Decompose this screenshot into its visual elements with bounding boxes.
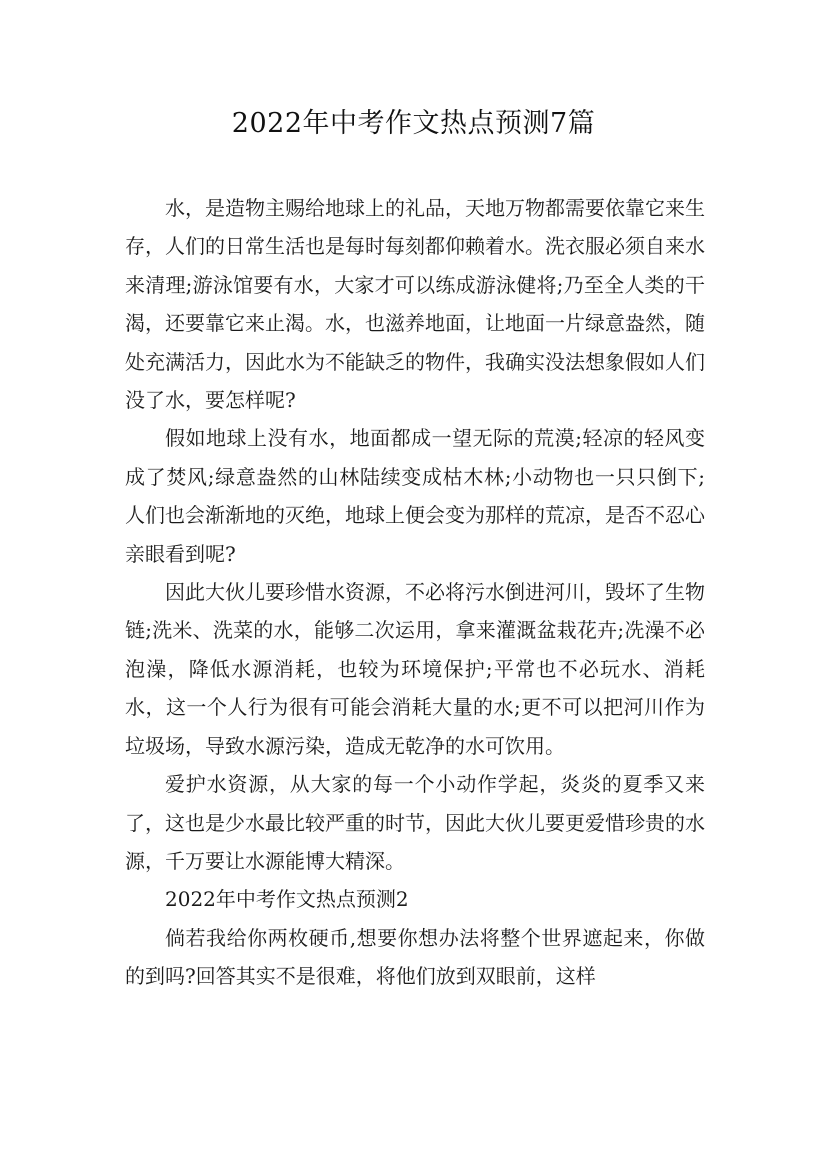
- paragraph-2: 假如地球上没有水，地面都成一望无际的荒漠;轻凉的轻风变成了焚风;绿意盎然的山林陆续变成枯木林;小动物也一只只倒下;人们也会渐渐地的灭绝，地球上便会变为那样的荒凉，是否不忍心亲眼看到呢?: [125, 426, 705, 566]
- document-body: [125, 189, 705, 996]
- paragraph-5: 倘若我给你两枚硬币,想要你想办法将整个世界遮起来，你做的到吗?回答其实不是很难，将他们放到双眼前，这样: [125, 925, 705, 989]
- paragraph-4: 爱护水资源，从大家的每一个小动作学起，炎炎的夏季又来了，这也是少水最比较严重的时节，因此大伙儿要更爱惜珍贵的水源，千万要让水源能博大精深。: [125, 772, 705, 873]
- paragraph-3: 因此大伙儿要珍惜水资源，不必将污水倒进河川，毁坏了生物链;洗米、洗菜的水，能够二次运用，拿来灌溉盆栽花卉;冼澡不必泡澡，降低水源消耗，也较为环境保护;平常也不必玩水、消耗水，这一个人行为很有可能会消耗大量的水;更不可以把河川作为垃圾场，导致水源污染，造成无乾净的水可饮用。: [125, 580, 705, 758]
- paragraph-1: 水，是造物主赐给地球上的礼品，天地万物都需要依靠它来生存，人们的日常生活也是每时每刻都仰赖着水。洗衣服必须自来水来清理;游泳馆要有水，大家才可以练成游泳健将;乃至全人类的干渴，还要靠它来止渴。水，也滋养地面，让地面一片绿意盎然，随处充满活力，因此水为不能缺乏的物件，我确实没法想象假如人们没了水，要怎样呢?: [125, 196, 705, 413]
- section-heading: 2022年中考作文热点预测2: [165, 887, 409, 912]
- document-title: 2022年中考作文热点预测7篇: [231, 108, 596, 139]
